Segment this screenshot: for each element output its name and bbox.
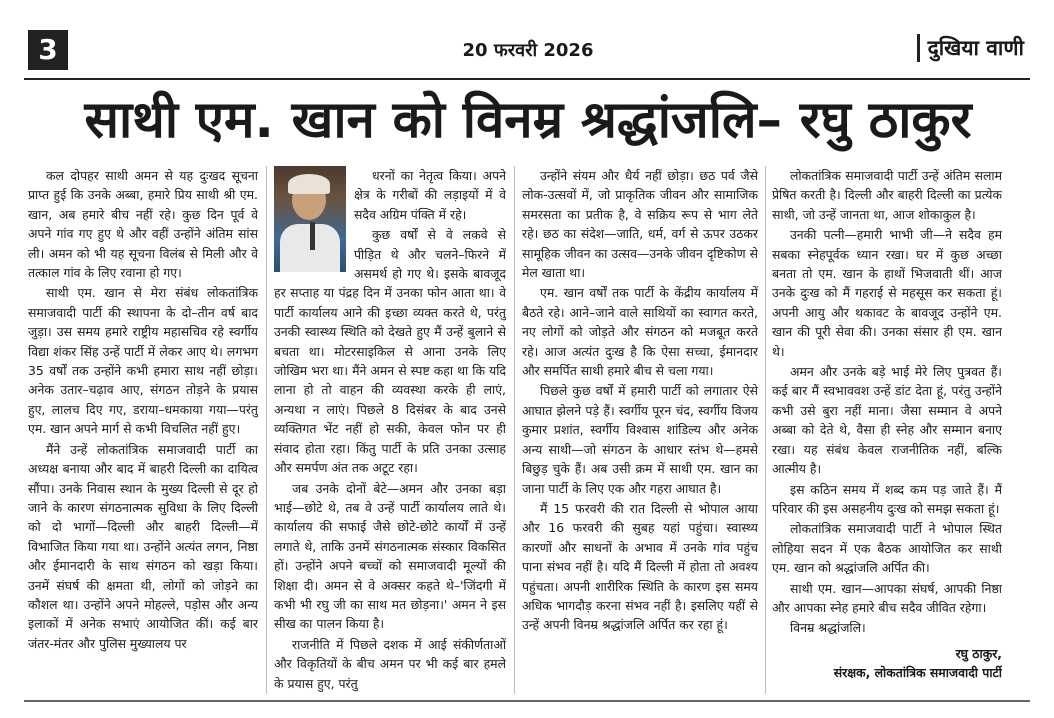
paragraph: पिछले कुछ वर्षों में हमारी पार्टी को लगातार ऐसे आघात झेलने पड़े हैं। स्वर्गीय पूरन चंद, स्वर्गीय विजय कुमार प्रशांत, स्वर्गीय विश्वास शांडिल्य और अनेक अन्य साथी—जो संगठन के आधार स्तंभ थे—हमसे बिछुड़ चुके हैं। अब उसी क्रम में साथी एम. खान का जाना पार्टी के लिए एक और गहरा आघात है। — [522, 383, 758, 496]
paragraph: मैंने उन्हें लोकतांत्रिक समाजवादी पार्टी का अध्यक्ष बनाया और बाद में बाहरी दिल्ली का दायित्व सौंपा। उनके निवास स्थान के मुख्य दिल्ली से दूर हो जाने के कारण संगठनात्मक सुविधा के लिए दिल्ली को दो भागों—दिल्ली और बाहरी दिल्ली—में विभाजित किया गया था। उन्होंने अत्यंत लगन, निष्ठा और ईमानदारी के साथ संगठन को खड़ा किया। उनमें संघर्ष की क्षमता थी, लोगों को जोड़ने का कौशल था। उन्होंने अपने मोहल्ले, पड़ोस और अन्य इलाकों में अनेक सभाएं आयोजित कीं। कई बार जंतर-मंतर और पुलिस मुख्यालय पर — [28, 441, 258, 651]
column-divider — [765, 166, 766, 694]
footer-divider — [24, 700, 1030, 702]
column-3 — [522, 166, 758, 694]
paragraph: साथी एम. खान—आपका संघर्ष, आपकी निष्ठा और आपका स्नेह हमारे बीच सदैव जीवित रहेगा। — [772, 580, 1002, 615]
microphone-icon — [310, 222, 315, 250]
column-2 — [274, 166, 506, 694]
paragraph: उन्होंने संयम और धैर्य नहीं छोड़ा। छठ पर्व जैसे लोक-उत्सवों में, जो प्राकृतिक जीवन और सामाजिक समरसता का प्रतीक है, वे सक्रिय रूप से भाग लेते रहे। छठ का संदेश—जाति, धर्म, वर्ग से ऊपर उठकर सामूहिक जीवन का उत्सव—उनके जीवन दृष्टिकोण से मेल खाता था। — [522, 168, 758, 281]
column-4 — [772, 166, 1002, 694]
column-1 — [28, 166, 258, 694]
portrait-photo — [274, 166, 346, 272]
author-name: रघु ठाकुर, — [955, 645, 1002, 661]
paragraph: लोकतांत्रिक समाजवादी पार्टी उन्हें अंतिम सलाम प्रेषित करती है। दिल्ली और बाहरी दिल्ली का प्रत्येक साथी, जो उन्हें जानता था, आज शोकाकुल है। — [772, 168, 1002, 222]
page-header — [28, 30, 1028, 70]
page-number: 3 — [28, 30, 68, 70]
headline: साथी एम. खान को विनम्र श्रद्धांजलि– रघु ठाकुर — [84, 91, 972, 150]
paragraph: कुछ वर्षों से वे लकवे से पीड़ित थे और चलने–फिरने में असमर्थ हो गए थे। इसके बावजूद हर सप्ताह या पंद्रह दिन में उनका फोन आता था। वे पार्टी कार्यालय आने की इच्छा व्यक्त करते थे, परंतु उनकी स्वास्थ्य स्थिति को देखते हुए मैं उन्हें बुलाने से बचता था। मोटरसाइकिल से आना उनके लिए जोखिम भरा था। मैंने अमन से स्पष्ट कहा था कि यदि लाना हो तो वाहन की व्यवस्था करके ही लाएं, अन्यथा न लाएं। पिछले 8 दिसंबर के बाद उनसे व्यक्तिगत भेंट नहीं हो सकी, केवल फोन पर ही संवाद होता रहा। किंतु पार्टी के प्रति उनका उत्साह और समर्पण अंत तक अटूट रहा। — [274, 227, 506, 476]
paragraph: उनकी पत्नी—हमारी भाभी जी—ने सदैव हम सबका स्नेहपूर्वक ध्यान रखा। घर में कुछ अच्छा बनता तो एम. खान के हाथों भिजवाती थीं। आज उनके दुःख को मैं गहराई से महसूस कर सकता हूं। अपनी आयु और थकावट के बावजूद उन्होंने एम. खान की पूरी सेवा की। उनका संसार ही एम. खान थे। — [772, 227, 1002, 359]
paragraph: मैं 15 फरवरी की रात दिल्ली से भोपाल आया और 16 फरवरी की सुबह यहां पहुंचा। स्वास्थ्य कारणों और साधनों के अभाव में उनके गांव पहुंच पाना संभव नहीं है। यदि मैं दिल्ली में होता तो अवश्य पहुंचता। अपनी शारीरिक स्थिति के कारण इस समय अधिक भागदौड़ करना संभव नहीं है। इसलिए यहीं से उन्हें अपनी विनम्र श्रद्धांजलि अर्पित कर रहा हूं। — [522, 500, 758, 633]
paragraph: विनम्र श्रद्धांजलि। — [790, 620, 866, 636]
paragraph: एम. खान वर्षों तक पार्टी के केंद्रीय कार्यालय में बैठते रहे। आने–जाने वाले साथियों का स्वागत करते, नए लोगों को जोड़ते और संगठन को मजबूत करते रहे। आज अत्यंत दुःख है कि ऐसा सच्चा, ईमानदार और समर्पित साथी हमारे बीच से चला गया। — [522, 285, 758, 379]
paragraph: साथी एम. खान से मेरा संबंध लोकतांत्रिक समाजवादी पार्टी की स्थापना के दो–तीन वर्ष बाद जुड़ा। उस समय हमारे राष्ट्रीय महासचिव रहे स्वर्गीय विद्या शंकर सिंह उन्हें पार्टी में लेकर आए थे। लगभग 35 वर्षों तक उन्होंने कभी हमारा साथ नहीं छोड़ा। अनेक उतार–चढ़ाव आए, संगठन तोड़ने के प्रयास हुए, लालच दिए गए, डराया–धमकाया गया—परंतु एम. खान अपने मार्ग से कभी विचलित नहीं हुए। — [28, 285, 258, 437]
paragraph: कल दोपहर साथी अमन से यह दुःखद सूचना प्राप्त हुई कि उनके अब्बा, हमारे प्रिय साथी श्री एम. खान, अब हमारे बीच नहीं रहे। कुछ दिन पूर्व वे अपने गांव गए हुए थे और वहीं उन्होंने अंतिम सांस ली। अमन को भी यह सूचना विलंब से मिली और वे तत्काल गांव के लिए रवाना हो गए। — [28, 168, 258, 281]
paragraph: लोकतांत्रिक समाजवादी पार्टी ने भोपाल स्थित लोहिया सदन में एक बैठक आयोजित कर साथी एम. खान को श्रद्धांजलि अर्पित की। — [772, 521, 1002, 576]
author-title: संरक्षक, लोकतांत्रिक समाजवादी पार्टी — [833, 665, 1002, 681]
paragraph: जब उनके दोनों बेटे—अमन और उनका बड़ा भाई—छोटे थे, तब वे उन्हें पार्टी कार्यालय लाते थे। कार्यालय की सफाई जैसे छोटे-छोटे कार्यों में उन्हें लगाते थे, ताकि उनमें संगठनात्मक संस्कार विकसित हों। उन्होंने अपने बच्चों को समाजवादी मूल्यों की शिक्षा दी। अमन से वे अक्सर कहते थे–'जिंदगी में कभी भी रघु जी का साथ मत छोड़ना।' अमन ने इस सीख का पालन किया है। — [274, 480, 506, 632]
column-divider — [514, 166, 515, 694]
header-divider — [24, 78, 1030, 80]
column-divider — [266, 166, 267, 694]
issue-date: 20 फरवरी 2026 — [462, 40, 594, 61]
newspaper-name: दुखिया वाणी — [917, 34, 1024, 62]
photo-hair — [288, 174, 330, 194]
paragraph: राजनीति में पिछले दशक में आई संकीर्णताओं और विकृतियों के बीच अमन पर भी कई बार हमले के प्रयास हुए, परंतु — [274, 636, 506, 691]
paragraph: धरनों का नेतृत्व किया। अपने क्षेत्र के गरीबों की लड़ाइयों में वे सदैव अग्रिम पंक्ति में रहे। — [354, 168, 506, 222]
paragraph: इस कठिन समय में शब्द कम पड़ जाते हैं। मैं परिवार की इस असहनीय दुःख को समझ सकता हूं। — [772, 481, 1002, 516]
paragraph: अमन और उनके बड़े भाई मेरे लिए पुत्रवत हैं। कई बार मैं स्वभाववश उन्हें डांट देता हूं, परंतु उन्होंने कभी उसे बुरा नहीं माना। जैसा सम्मान वे अपने अब्बा को देते थे, वैसा ही स्नेह और सम्मान बनाए रखा। यह संबंध केवल राजनीतिक नहीं, बल्कि आत्मीय है। — [772, 364, 1002, 477]
